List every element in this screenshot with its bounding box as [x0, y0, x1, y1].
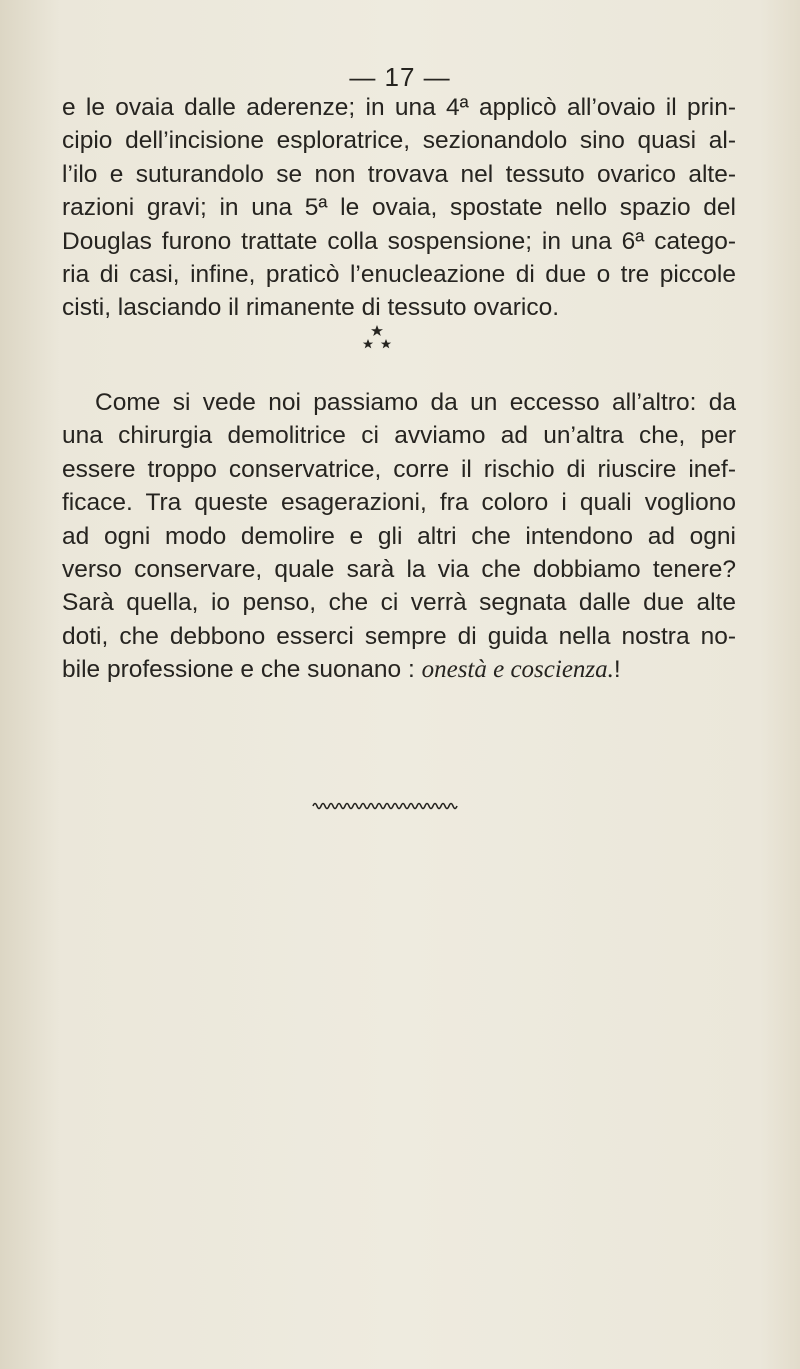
text-line: una chirurgia demolitrice ci avviamo ad un’altra che, per	[62, 422, 736, 450]
text-line: ad ogni modo demolire e gli altri che intendono ad ogni	[62, 522, 736, 550]
text-line: ria di casi, infine, praticò l’enucleazione di due o tre piccole	[62, 261, 736, 289]
italic-phrase: onestà e coscienza.	[421, 656, 614, 684]
text-line: Douglas furono trattate colla sospensione; in una 6ª catego-	[62, 227, 736, 255]
text-line: l’ilo e suturandolo se non trovava nel tessuto ovarico alte-	[62, 160, 736, 188]
wavy-rule-icon	[312, 800, 458, 812]
text-line: Come si vede noi passiamo da un eccesso all’altro: da	[95, 389, 736, 416]
asterism-icon	[362, 324, 392, 354]
final-punctuation: !	[613, 656, 621, 684]
paragraph-2	[62, 386, 736, 687]
text-line-final	[62, 653, 736, 686]
text-line: Sarà quella, io penso, che ci verrà segnata dalle due alte	[62, 589, 736, 617]
text-line: cipio dell’incisione esploratrice, sezionandolo sino quasi al-	[62, 127, 736, 155]
page-number: — 17 —	[349, 62, 451, 92]
text-line: ficace. Tra queste esagerazioni, fra coloro i quali vogliono	[62, 489, 736, 517]
text-line: cisti, lasciando il rimanente di tessuto ovarico.	[62, 294, 560, 322]
final-line-text: bile professione e che suonano :	[62, 656, 422, 684]
text-line: verso conservare, quale sarà la via che dobbiamo tenere?	[62, 556, 736, 584]
text-line: e le ovaia dalle aderenze; in una 4ª applicò all’ovaio il prin-	[62, 94, 736, 121]
text-line: razioni gravi; in una 5ª le ovaia, spostate nello spazio del	[62, 194, 736, 222]
text-line: essere troppo conservatrice, corre il rischio di riuscire inef-	[62, 455, 736, 483]
paragraph-1	[62, 91, 736, 325]
text-line: doti, che debbono esserci sempre di guida nella nostra no-	[62, 622, 736, 650]
